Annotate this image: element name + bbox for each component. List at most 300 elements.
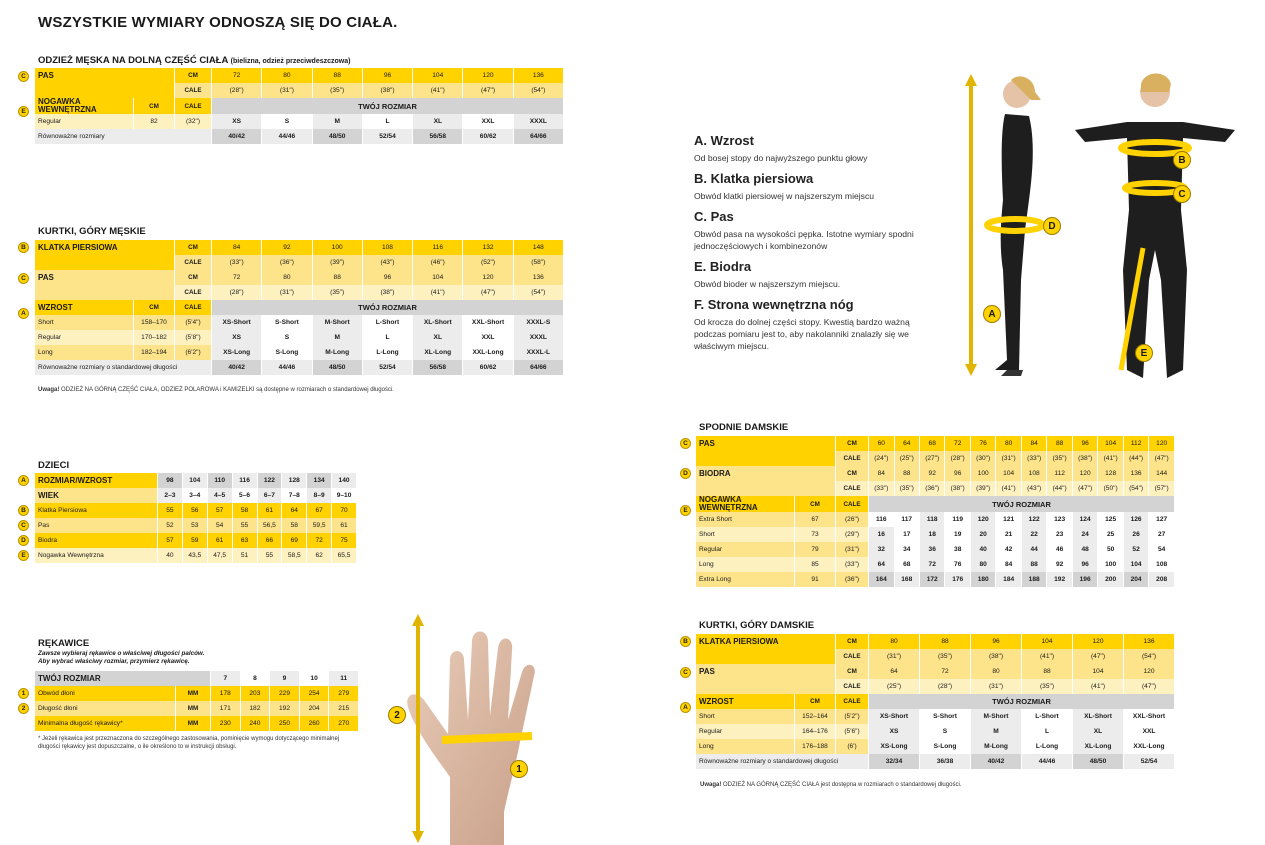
size-cell: 18: [920, 527, 944, 542]
cell: 80: [971, 664, 1021, 679]
size-cell: 124: [1073, 512, 1097, 527]
badge-a: A: [18, 308, 29, 319]
cell: (25"): [895, 451, 919, 466]
badge-a: A: [680, 702, 691, 713]
row-label: Long: [696, 739, 794, 754]
cell: 52: [158, 518, 182, 533]
cell: (38"): [363, 83, 412, 98]
size-cell: 123: [1047, 512, 1071, 527]
cell: (41"): [996, 481, 1020, 496]
cell: 120: [1073, 634, 1123, 649]
row-label: Long: [35, 345, 133, 360]
size-cell: 44: [1022, 542, 1046, 557]
size-cell: L-Short: [1022, 709, 1072, 724]
size-cell: 46: [1047, 542, 1071, 557]
row-label: Długość dłoni: [35, 701, 175, 716]
cell: 203: [241, 686, 270, 701]
legend-title-b: B. Klatka piersiowa: [694, 171, 814, 186]
page-title: WSZYSTKIE WYMIARY ODNOSZĄ SIĘ DO CIAŁA.: [38, 14, 398, 31]
cell: (31"): [971, 679, 1021, 694]
legend-desc-f: Od krocza do dolnej części stopy. Kwestią bardzo ważną podczas pomiaru jest to, aby nakolanniki znalazły się we właściwym miejscu.: [694, 317, 910, 351]
cm-unit: CM: [795, 496, 835, 512]
cell: (35"): [313, 285, 362, 300]
size-cell: 52: [1124, 542, 1148, 557]
note-bold: Uwaga!: [700, 782, 722, 788]
cell: 56: [183, 503, 207, 518]
badge-e: E: [18, 550, 29, 561]
cell: 63: [233, 533, 257, 548]
cell: 61: [208, 533, 232, 548]
badge-c: C: [18, 520, 29, 531]
equiv-cell: 52/54: [1124, 754, 1174, 769]
size-cell: 24: [1073, 527, 1097, 542]
cell: 9–10: [332, 488, 356, 503]
cm-unit: CM: [134, 98, 174, 114]
cell: (38"): [945, 481, 969, 496]
cell: 104: [1098, 436, 1122, 451]
size-cell: XXXL: [514, 114, 563, 129]
mens-lower-title: ODZIEŻ MĘSKA NA DOLNĄ CZĘŚĆ CIAŁA: [38, 55, 228, 66]
cell: 100: [313, 240, 362, 255]
equiv-cell: 40/42: [212, 360, 261, 375]
size-cell: M-Short: [971, 709, 1021, 724]
size-cell: 104: [1124, 557, 1148, 572]
size-cell: XS-Long: [869, 739, 919, 754]
cell: (5'2"): [836, 709, 868, 724]
size-cell: 42: [996, 542, 1020, 557]
klatka-label: KLATKA PIERSIOWA: [35, 240, 174, 255]
cell: (28"): [920, 679, 970, 694]
row-label: Short: [696, 709, 794, 724]
legend-desc-b: Obwód klatki piersiowej w najszerszym miejscu: [694, 191, 875, 201]
cell: 88: [1022, 664, 1072, 679]
cell: (38"): [363, 285, 412, 300]
in-unit: CALE: [175, 255, 211, 270]
size-cell: 32: [869, 542, 893, 557]
cell: 67: [307, 503, 331, 518]
cell: 92: [262, 240, 311, 255]
size-cell: XL-Short: [1073, 709, 1123, 724]
cell: 80: [262, 68, 311, 83]
in-unit: CALE: [836, 694, 868, 709]
cell: 170–182: [134, 330, 174, 345]
cell: 43,5: [183, 548, 207, 563]
pas-label: PAS: [696, 664, 835, 679]
gloves-sub2: Aby wybrać właściwy rozmiar, przymierz rękawicę.: [38, 658, 190, 665]
size-cell: M-Long: [971, 739, 1021, 754]
cm-unit: CM: [836, 664, 868, 679]
cell: (38"): [1073, 451, 1097, 466]
cell: 100: [971, 466, 995, 481]
cell: 128: [282, 473, 306, 488]
cell: 79: [795, 542, 835, 557]
equiv-cell: 56/58: [413, 360, 462, 375]
kids-table: [34, 473, 357, 563]
badge-c: C: [1173, 185, 1191, 203]
equiv-cell: 40/42: [971, 754, 1021, 769]
cell: 6–7: [258, 488, 282, 503]
size-cell: 25: [1098, 527, 1122, 542]
front-view-figure: [1075, 74, 1235, 379]
cell: (28"): [212, 285, 261, 300]
equiv-cell: 48/50: [1073, 754, 1123, 769]
cell: 56,5: [258, 518, 282, 533]
your-size-header: TWÓJ ROZMIAR: [212, 98, 563, 114]
size-cell: 50: [1098, 542, 1122, 557]
cell: 75: [332, 533, 356, 548]
cell: 67: [795, 512, 835, 527]
cell: 55: [158, 503, 182, 518]
cell: 254: [300, 686, 329, 701]
cell: (6'2"): [175, 345, 211, 360]
cell: (35"): [920, 649, 970, 664]
size-cell: 208: [1149, 572, 1174, 587]
cell: 59: [183, 533, 207, 548]
cell: (26"): [836, 512, 868, 527]
size-cell: 172: [920, 572, 944, 587]
in-unit: CALE: [836, 679, 868, 694]
in-unit: CALE: [836, 451, 868, 466]
size-cell: M: [313, 114, 362, 129]
size-cell: 38: [945, 542, 969, 557]
row-label: Pas: [35, 518, 157, 533]
badge-b: B: [18, 505, 29, 516]
cell: (54"): [514, 83, 563, 98]
cell: 136: [514, 68, 563, 83]
size-cell: 27: [1149, 527, 1174, 542]
in-unit: CALE: [175, 300, 211, 315]
cell: 182: [241, 701, 270, 716]
size-cell: L: [1022, 724, 1072, 739]
cell: 55: [258, 548, 282, 563]
gloves-sub1: Zawsze wybieraj rękawice o właściwej długości palców.: [38, 650, 205, 657]
cell: 47,5: [208, 548, 232, 563]
equiv-cell: 56/58: [413, 129, 462, 144]
size-cell: 120: [971, 512, 995, 527]
gloves-instructions: [38, 650, 204, 666]
cell: 69: [282, 533, 306, 548]
cell: (43"): [363, 255, 412, 270]
legend-title-f: F. Strona wewnętrzna nóg: [694, 297, 854, 312]
cell: 148: [514, 240, 563, 255]
size-cell: XS-Long: [212, 345, 261, 360]
size-cell: XL-Long: [1073, 739, 1123, 754]
cell: 144: [1149, 466, 1174, 481]
size-cell: 119: [945, 512, 969, 527]
cell: 112: [1124, 436, 1148, 451]
body-figures-illustration: [955, 70, 1240, 400]
cell: 104: [1022, 634, 1072, 649]
your-size-header: TWÓJ ROZMIAR: [869, 496, 1174, 512]
size-cell: 72: [920, 557, 944, 572]
cell: 66: [258, 533, 282, 548]
cell: 132: [463, 240, 512, 255]
cell: 58: [233, 503, 257, 518]
in-unit: CALE: [836, 481, 868, 496]
size-cell: S: [920, 724, 970, 739]
row-label: Extra Long: [696, 572, 794, 587]
nogawka-label: NOGAWKA WEWNĘTRZNA: [35, 98, 133, 114]
cell: 164–176: [795, 724, 835, 739]
legend-desc-e: Obwód bioder w najszerszym miejscu.: [694, 279, 841, 289]
size-cell: 26: [1124, 527, 1148, 542]
cell: 120: [463, 270, 512, 285]
note-text: ODZIEŻ NA GÓRNĄ CZĘŚĆ CIAŁA, ODZIEŻ POLAROWA i KAMIZELKI są dostępne w rozmiarach o standardowej długości.: [61, 387, 394, 393]
in-unit: CALE: [175, 285, 211, 300]
side-view-figure: [987, 76, 1043, 376]
size-cell: 92: [1047, 557, 1071, 572]
cell: 57: [208, 503, 232, 518]
size-cell: XL: [1073, 724, 1123, 739]
womens-jackets-heading: KURTKI, GÓRY DAMSKIE: [699, 620, 815, 631]
womens-pants-table: [695, 436, 1175, 587]
size-cell: S: [262, 330, 311, 345]
size-cell: 168: [895, 572, 919, 587]
cell: (31"): [836, 542, 868, 557]
cell: 7–8: [282, 488, 306, 503]
row-label: Klatka Piersiowa: [35, 503, 157, 518]
cell: 98: [158, 473, 182, 488]
cell: (52"): [463, 255, 512, 270]
cell: 279: [329, 686, 358, 701]
size-cell: 22: [1022, 527, 1046, 542]
size-cell: 40: [971, 542, 995, 557]
size-cell: 88: [1022, 557, 1046, 572]
size-cell: S-Long: [262, 345, 311, 360]
cell: (54"): [1124, 649, 1174, 664]
cell: [696, 481, 835, 496]
cell: 136: [1124, 466, 1148, 481]
cell: [696, 649, 835, 664]
cell: 72: [307, 533, 331, 548]
badge-e: E: [680, 505, 691, 516]
size-cell: XL: [413, 114, 462, 129]
legend-title-e: E. Biodra: [694, 259, 752, 274]
cell: (54"): [514, 285, 563, 300]
kids-heading: DZIECI: [38, 460, 70, 471]
size-cell: XXL-Short: [463, 315, 512, 330]
size-cell: XS-Short: [869, 709, 919, 724]
equiv-cell: 64/66: [514, 360, 563, 375]
cell: 96: [945, 466, 969, 481]
cell: (32"): [175, 114, 211, 129]
cell: (5'8"): [175, 330, 211, 345]
size-cell: 17: [895, 527, 919, 542]
size-cell: 184: [996, 572, 1020, 587]
row-label: ROZMIAR/WZROST: [35, 473, 157, 488]
cell: 88: [895, 466, 919, 481]
equiv-cell: 40/42: [212, 129, 261, 144]
equiv-cell: 44/46: [262, 360, 311, 375]
cell: 64: [895, 436, 919, 451]
row-label: Nogawka Wewnętrzna: [35, 548, 157, 563]
cell: (44"): [1047, 481, 1071, 496]
mens-jackets-note: [38, 387, 394, 393]
row-label: Biodra: [35, 533, 157, 548]
row-label: WIEK: [35, 488, 157, 503]
size-cell: 108: [1149, 557, 1174, 572]
badge-d: D: [680, 468, 691, 479]
size-cell: 34: [895, 542, 919, 557]
cell: (25"): [869, 679, 919, 694]
cell: 3–4: [183, 488, 207, 503]
cell: (36"): [920, 481, 944, 496]
cell: [696, 451, 835, 466]
cell: 128: [1098, 466, 1122, 481]
cell: (43"): [1022, 481, 1046, 496]
cell: 80: [996, 436, 1020, 451]
cell: (35"): [313, 83, 362, 98]
size-cell: 122: [1022, 512, 1046, 527]
cell: (30"): [971, 451, 995, 466]
cell: (33"): [1022, 451, 1046, 466]
size-cell: 121: [996, 512, 1020, 527]
size-cell: 164: [869, 572, 893, 587]
size-cell: S-Short: [262, 315, 311, 330]
cell: (6'): [836, 739, 868, 754]
cell: 250: [270, 716, 299, 731]
cell: 215: [329, 701, 358, 716]
pas-label: PAS: [35, 68, 174, 83]
size-cell: S-Long: [920, 739, 970, 754]
cell: 5–6: [233, 488, 257, 503]
wzrost-label: WZROST: [696, 694, 794, 709]
cell: 72: [945, 436, 969, 451]
equiv-cell: 48/50: [313, 360, 362, 375]
cell: 70: [332, 503, 356, 518]
cell: (54"): [1124, 481, 1148, 496]
size-cell: 116: [869, 512, 893, 527]
size-cell: S-Short: [920, 709, 970, 724]
cell: (33"): [869, 481, 893, 496]
size-cell: 100: [1098, 557, 1122, 572]
badge-b: B: [1173, 151, 1191, 169]
size-cell: S: [262, 114, 311, 129]
cell: 116: [233, 473, 257, 488]
cell: 240: [241, 716, 270, 731]
pas-label: PAS: [35, 270, 174, 285]
cell: 176–188: [795, 739, 835, 754]
cell: (41"): [1073, 679, 1123, 694]
size-cell: 48: [1073, 542, 1097, 557]
cell: 152–164: [795, 709, 835, 724]
cell: 110: [208, 473, 232, 488]
cell: (41"): [1098, 451, 1122, 466]
cell: 96: [1073, 436, 1097, 451]
cell: 9: [270, 671, 299, 686]
cell: 82: [134, 114, 174, 129]
size-cell: 96: [1073, 557, 1097, 572]
mm-unit: MM: [176, 686, 210, 701]
row-label: Short: [35, 315, 133, 330]
cell: 204: [300, 701, 329, 716]
badge-c: C: [18, 71, 29, 82]
cell: (47"): [1149, 451, 1174, 466]
cell: (39"): [313, 255, 362, 270]
badge-a: A: [983, 305, 1001, 323]
mens-jackets-table: [34, 240, 564, 375]
cell: [35, 255, 174, 270]
cell: 158–170: [134, 315, 174, 330]
size-cell: XS: [212, 114, 261, 129]
cell: 40: [158, 548, 182, 563]
size-cell: 16: [869, 527, 893, 542]
size-cell: 84: [996, 557, 1020, 572]
size-cell: XXXL-S: [514, 315, 563, 330]
size-cell: XXL: [463, 114, 512, 129]
size-cell: 126: [1124, 512, 1148, 527]
cell: [35, 83, 174, 98]
cell: (44"): [1124, 451, 1148, 466]
cell: 171: [211, 701, 240, 716]
cell: 4–5: [208, 488, 232, 503]
equiv-cell: 64/66: [514, 129, 563, 144]
size-cell: 68: [895, 557, 919, 572]
size-cell: L: [363, 330, 412, 345]
cell: 59,5: [307, 518, 331, 533]
badge-1: 1: [18, 688, 29, 699]
cell: (35"): [895, 481, 919, 496]
cell: 92: [920, 466, 944, 481]
cell: (50"): [1098, 481, 1122, 496]
cell: 10: [300, 671, 329, 686]
size-cell: M: [971, 724, 1021, 739]
cell: 229: [270, 686, 299, 701]
size-cell: 64: [869, 557, 893, 572]
cell: 136: [1124, 634, 1174, 649]
cell: (35"): [1047, 451, 1071, 466]
size-cell: XXXL-L: [514, 345, 563, 360]
in-unit: CALE: [836, 496, 868, 512]
mens-lower-heading: [38, 55, 350, 66]
size-cell: 54: [1149, 542, 1174, 557]
cell: (5'4"): [175, 315, 211, 330]
cell: 76: [971, 436, 995, 451]
size-cell: M-Long: [313, 345, 362, 360]
cell: (38"): [971, 649, 1021, 664]
size-cell: 192: [1047, 572, 1071, 587]
hand-circumference-band: [442, 736, 532, 740]
your-size-header: TWÓJ ROZMIAR: [212, 300, 563, 315]
cell: (47"): [1073, 481, 1097, 496]
cell: 88: [313, 270, 362, 285]
size-cell: 118: [920, 512, 944, 527]
cell: 58: [282, 518, 306, 533]
note-bold: Uwaga!: [38, 387, 60, 393]
cell: 104: [1073, 664, 1123, 679]
size-cell: XS-Short: [212, 315, 261, 330]
cell: (31"): [262, 83, 311, 98]
badge-a: A: [18, 475, 29, 486]
size-cell: 200: [1098, 572, 1122, 587]
mens-jackets-heading: KURTKI, GÓRY MĘSKIE: [38, 226, 146, 237]
womens-pants-heading: SPODNIE DAMSKIE: [699, 422, 789, 433]
cell: 182–194: [134, 345, 174, 360]
cell: 96: [363, 270, 412, 285]
in-unit: CALE: [175, 98, 211, 114]
cell: (33"): [836, 557, 868, 572]
cell: 178: [211, 686, 240, 701]
badge-c: C: [680, 667, 691, 678]
size-cell: 127: [1149, 512, 1174, 527]
arrow-head-up: [965, 74, 977, 86]
row-label: Short: [696, 527, 794, 542]
arrow-head-up: [412, 614, 424, 626]
cell: (35"): [1022, 679, 1072, 694]
womens-jackets-table: [695, 634, 1175, 769]
size-cell: XXL-Long: [1124, 739, 1174, 754]
equiv-cell: 44/46: [262, 129, 311, 144]
